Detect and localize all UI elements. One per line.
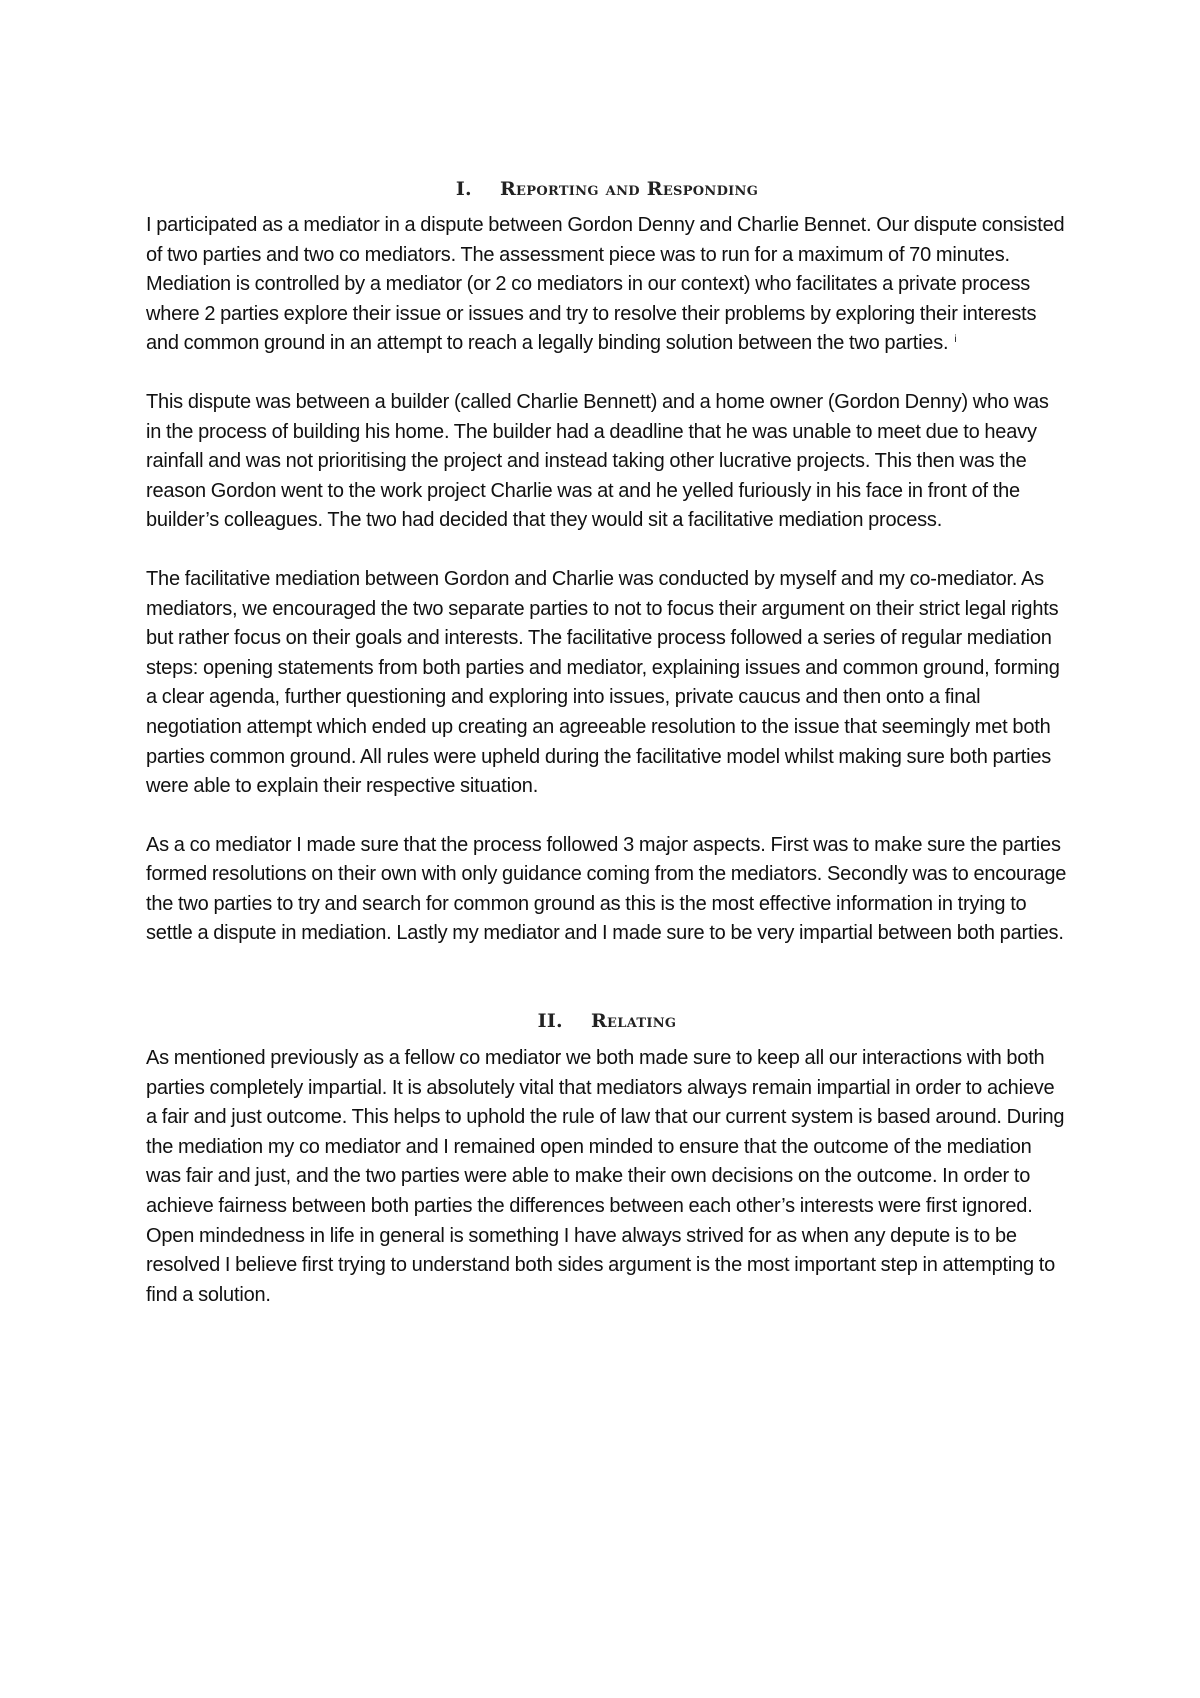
section-number: I. (455, 178, 472, 200)
paragraph (146, 211, 1068, 359)
paragraph: This dispute was between a builder (called Charlie Bennett) and a home owner (Gordon Denny) who was in the process of building his home. The builder had a deadline that he was unable to meet due to heavy rainfall and was not prioritising the project and instead taking other lucrative projects. This then was the reason Gordon went to the work project Charlie was at and he yelled furiously in his face in front of the builder’s colleagues. The two had decided that they would sit a facilitative mediation process. (146, 390, 1049, 532)
endnote-marker[interactable]: i (954, 333, 957, 345)
section-title: Relating (590, 1010, 677, 1033)
paragraph: As mentioned previously as a fellow co mediator we both made sure to keep all our interactions with both parties completely impartial. It is absolutely vital that mediators always remain impartial in order to achieve a fair and just outcome. This helps to uphold the rule of law that our current system is based around. During the mediation my co mediator and I remained open minded to ensure that the outcome of the mediation was fair and just, and the two parties were able to make their own decisions on the outcome. In order to achieve fairness between both parties the differences between each other’s interests were first ignored. Open mindedness in life in general is something I have always strived for as when any depute is to be resolved I believe first trying to understand both sides argument is the most important step in attempting to find a solution. (146, 1047, 1065, 1306)
paragraph: The facilitative mediation between Gordon and Charlie was conducted by myself and my co-mediator. As mediators, we encouraged the two separate parties to not to focus their argument on their strict legal rights but rather focus on their goals and interests. The facilitative process followed a series of regular mediation steps: opening statements from both parties and mediator, explaining issues and common ground, forming a clear agenda, further questioning and exploring into issues, private caucus and then onto a final negotiation attempt which ended up creating an agreeable resolution to the issue that seemingly met both parties common ground. All rules were upheld during the facilitative model whilst making sure both parties were able to explain their respective situation. (146, 567, 1060, 798)
section-heading-relating (146, 1010, 1068, 1032)
section-heading-reporting-and-responding (146, 178, 1068, 200)
document-body (146, 178, 1068, 1310)
section-title: Reporting and Responding (499, 178, 759, 200)
section-number: II. (537, 1010, 563, 1033)
paragraph-text: I participated as a mediator in a dispute between Gordon Denny and Charlie Bennet. Our dispute consisted of two parties and two co mediators. The assessment piece was to run for a maximum of 70 minutes. Mediation is controlled by a mediator (or 2 co mediators in our context) who facilitates a private process where 2 parties explore their issue or issues and try to resolve their problems by exploring their interests and common ground in an attempt to reach a legally binding solution between the two parties. (146, 214, 1065, 355)
paragraph: As a co mediator I made sure that the process followed 3 major aspects. First was to make sure the parties formed resolutions on their own with only guidance coming from the mediators. Secondly was to encourage the two parties to try and search for common ground as this is the most effective information in trying to settle a dispute in mediation. Lastly my mediator and I made sure to be very impartial between both parties. (146, 833, 1067, 945)
